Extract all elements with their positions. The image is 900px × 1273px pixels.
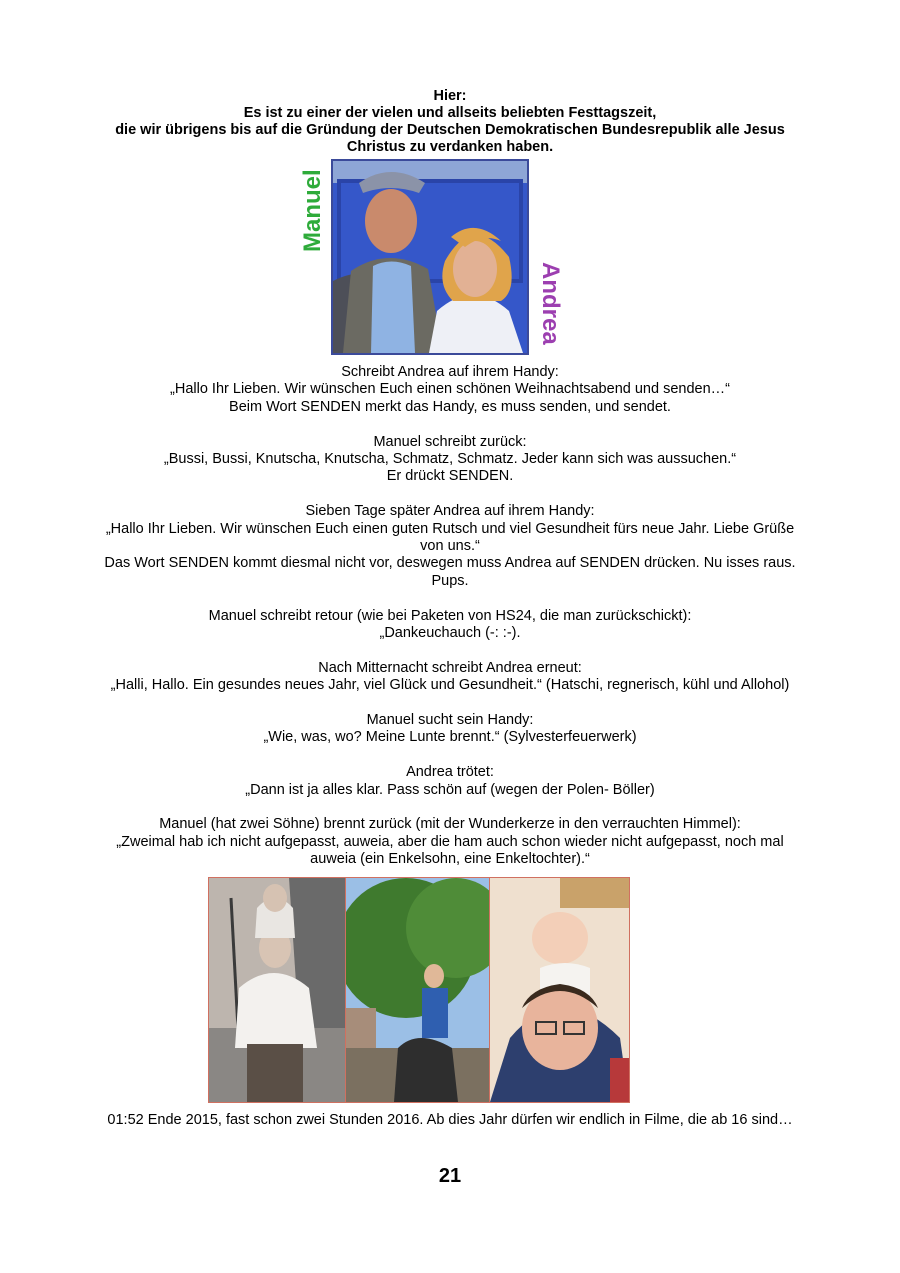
text-line: „Dankeuchauch (-: :-). xyxy=(379,625,521,642)
text-line: Schreibt Andrea auf ihrem Handy: xyxy=(341,364,559,380)
text-line: Nach Mitternacht schreibt Andrea erneut: xyxy=(318,659,582,676)
text-line: „Bussi, Bussi, Knutscha, Knutscha, Schmatz, Schmatz. Jeder kann sich was aussuchen.“ xyxy=(163,451,737,468)
text-line: „Halli, Hallo. Ein gesundes neues Jahr, viel Glück und Gesundheit.“ (Hatschi, regnerisch, kühl und Allohol) xyxy=(110,677,790,694)
paragraph xyxy=(80,764,820,799)
text-line: „Hallo Ihr Lieben. Wir wünschen Euch einen guten Rutsch und viel Gesundheit fürs neue Jahr. Liebe Grüße xyxy=(105,520,795,537)
text-line: Andrea trötet: xyxy=(406,764,494,781)
text-line: Pups. xyxy=(431,572,469,589)
paragraph xyxy=(80,503,820,590)
text-line: „Hallo Ihr Lieben. Wir wünschen Euch einen schönen Weihnachtsabend und senden…“ xyxy=(170,381,730,398)
text-line: Manuel schreibt retour (wie bei Paketen von HS24, die man zurückschickt): xyxy=(208,607,692,624)
photo-baby-on-shoulders xyxy=(490,878,629,1102)
text-line: Beim Wort SENDEN merkt das Handy, es muss senden, und sendet. xyxy=(229,398,671,415)
paragraph xyxy=(80,712,820,747)
header-line: Es ist zu einer der vielen und allseits beliebten Festtagszeit, xyxy=(243,105,657,121)
text-line: von uns.“ xyxy=(420,538,480,555)
label-manuel: Manuel xyxy=(299,169,326,252)
closing-line: 01:52 Ende 2015, fast schon zwei Stunden 2016. Ab dies Jahr dürfen wir endlich in Filme, die ab 16 sind… xyxy=(107,1112,793,1128)
paragraph xyxy=(80,608,820,643)
label-andrea: Andrea xyxy=(537,262,564,345)
text-line: auweia (ein Enkelsohn, eine Enkeltochter).“ xyxy=(310,851,590,868)
header-line: die wir übrigens bis auf die Gründung der Deutschen Demokratischen Bundesrepublik alle Jesus xyxy=(115,122,785,138)
text-line: Manuel (hat zwei Söhne) brennt zurück (mit der Wunderkerze in den verrauchten Himmel): xyxy=(159,816,741,833)
page-number: 21 xyxy=(438,1165,462,1187)
text-line: „Wie, was, wo? Meine Lunte brennt.“ (Sylvesterfeuerwerk) xyxy=(263,729,637,746)
photo-vintage-father-son xyxy=(209,878,346,1102)
text-line: Das Wort SENDEN kommt diesmal nicht vor, deswegen muss Andrea auf SENDEN drücken. Nu isses raus. xyxy=(104,555,796,572)
paragraph xyxy=(80,660,820,695)
photo-collage xyxy=(208,877,630,1103)
story-text xyxy=(80,364,820,886)
text-line: Sieben Tage später Andrea auf ihrem Handy: xyxy=(305,503,595,520)
text-line: Manuel schreibt zurück: xyxy=(373,433,527,450)
header-line: Christus zu verdanken haben. xyxy=(346,139,554,155)
text-line: Er drückt SENDEN. xyxy=(386,468,514,485)
couple-photo-image xyxy=(333,161,527,353)
couple-photo xyxy=(331,159,529,355)
header-text xyxy=(80,88,820,156)
paragraph xyxy=(80,364,820,416)
text-line: „Zweimal hab ich nicht aufgepasst, auweia, aber die ham auch schon wieder nicht aufgepasst, noch mal xyxy=(116,833,784,850)
paragraph xyxy=(80,816,820,868)
text-line: „Dann ist ja alles klar. Pass schön auf (wegen der Polen- Böller) xyxy=(245,781,655,798)
paragraph xyxy=(80,434,820,486)
header-line: Hier: xyxy=(433,88,467,104)
photo-child-on-shoulders xyxy=(346,878,490,1102)
text-line: Manuel sucht sein Handy: xyxy=(366,712,534,729)
